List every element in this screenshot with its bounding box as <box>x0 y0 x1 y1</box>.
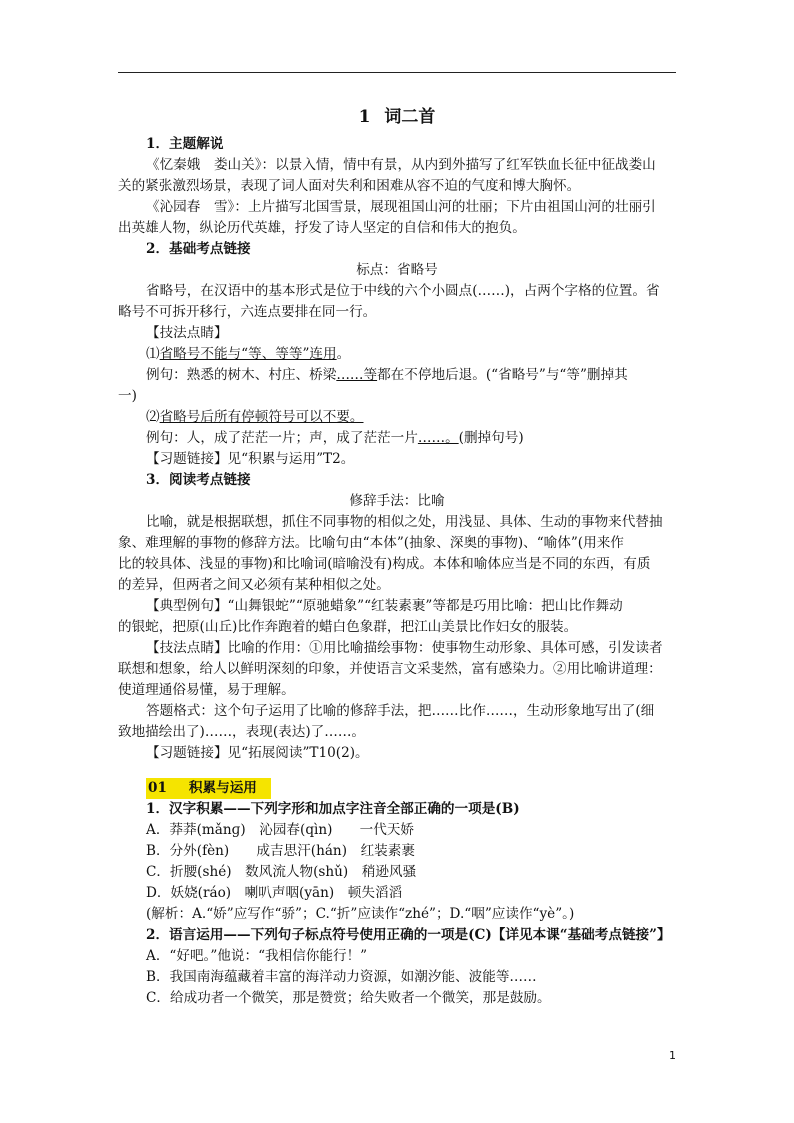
example-text: (删掉句号) <box>458 430 524 446</box>
rule-text: 省略号后所有停顿符号可以不要。 <box>159 409 364 425</box>
text-line: 省略号，在汉语中的基本形式是位于中线的六个小圆点(……)，占两个字格的位置。省 <box>146 283 660 299</box>
text-line: 【典型例句】“山舞银蛇”“原驰蜡象”“红装素裹”等都是巧用比喻：把山比作舞动 <box>146 598 623 614</box>
section-heading-theme: 1．主题解说 <box>146 136 224 152</box>
rule-line <box>118 407 676 428</box>
text-line: 【技法点睛】比喻的作用：①用比喻描绘事物：使事物生动形象、具体可感，引发读者 <box>146 640 663 656</box>
section-heading-reading: 3．阅读考点链接 <box>146 472 251 488</box>
header-rule <box>118 72 676 73</box>
text-line: 使道理通俗易懂，易于理解。 <box>118 682 295 698</box>
text-line: 的差异，但两者之间又必须有某种相似之处。 <box>118 577 390 593</box>
section-heading-basics: 2．基础考点链接 <box>146 241 251 257</box>
text-line: 答题格式：这个句子运用了比喻的修辞手法，把……比作……，生动形象地写出了(细 <box>146 703 655 719</box>
exercise-link: 【习题链接】见“积累与运用”T2。 <box>146 451 355 467</box>
page-number: 1 <box>669 1049 676 1062</box>
rule-text: 省略号不能与“等、等等”连用 <box>159 346 337 362</box>
section-tag-box <box>146 778 271 799</box>
text-line: 比的较具体、浅显的事物)和比喻词(暗喻没有)构成。本体和喻体应当是不同的东西，有质 <box>118 556 651 572</box>
option-line: D．妖娆(ráo) 喇叭声咽(yān) 顿失滔滔 <box>146 885 403 901</box>
text-line: 一) <box>118 388 137 404</box>
option-line: B．分外(fèn) 成吉思汗(hán) 红装素裹 <box>146 843 415 859</box>
section-tag-title: 积累与运用 <box>188 780 257 796</box>
document-body <box>118 100 676 1009</box>
rule-prefix: ⑴ <box>146 346 160 362</box>
lesson-title <box>118 100 676 134</box>
subheading-rhetoric: 修辞手法：比喻 <box>349 493 445 509</box>
example-text: 例句：人，成了茫茫一片；声，成了茫茫一片 <box>146 430 418 446</box>
option-line: C．折腰(shé) 数风流人物(shǔ) 稍逊风骚 <box>146 864 417 880</box>
section-tag <box>118 778 676 799</box>
text-line: 关的紧张激烈场景，表现了词人面对失利和困难从容不迫的气度和博大胸怀。 <box>118 178 581 194</box>
text-line: 比喻，就是根据联想，抓住不同事物的相似之处，用浅显、具体、生动的事物来代替抽 <box>146 514 663 530</box>
rule-prefix: ⑵ <box>146 409 160 425</box>
subheading-punctuation: 标点：省略号 <box>356 262 438 278</box>
lesson-title-text: 词二首 <box>384 107 436 127</box>
section-tag-number: 01 <box>148 780 167 796</box>
text-line: 出英雄人物，纵论历代英雄，抒发了诗人坚定的自信和伟大的抱负。 <box>118 220 526 236</box>
rule-line <box>118 344 676 365</box>
example-line <box>118 428 676 449</box>
text-line: 致地描绘出了)……，表现(表达)了……。 <box>118 724 366 740</box>
tip-label: 【技法点睛】 <box>146 325 228 341</box>
text-line: 的银蛇，把原(山丘)比作奔跑着的蜡白色象群，把江山美景比作妇女的服装。 <box>118 619 578 635</box>
example-underlined: ……等 <box>336 367 378 383</box>
lesson-number: 1 <box>358 107 371 127</box>
question-1: 1．汉字积累——下列字形和加点字注音全部正确的一项是(B) <box>146 801 520 817</box>
text-line: 《忆秦娥 娄山关》：以景入情，情中有景，从内到外描写了红军铁血长征中征战娄山 <box>146 157 656 173</box>
option-line: A．“好吧。”他说：“我相信你能行！” <box>146 948 368 964</box>
text-line: 象、难理解的事物的修辞方法。比喻句由“本体”(抽象、深奥的事物)、“喻体”(用来作 <box>118 535 624 551</box>
text-line: 《沁园春 雪》：上片描写北国雪景，展现祖国山河的壮丽；下片由祖国山河的壮丽引 <box>146 199 656 215</box>
text-line: 略号不可拆开移行，六连点要排在同一行。 <box>118 304 377 320</box>
explanation-line: (解析：A.“娇”应写作“骄”；C.“折”应读作“zhé”；D.“咽”应读作“yè”。) <box>146 906 575 922</box>
option-line: A．莽莽(mǎnɡ) 沁园春(qìn) 一代天娇 <box>146 822 415 838</box>
example-line <box>118 365 676 386</box>
example-text: 例句：熟悉的树木、村庄、桥梁 <box>146 367 337 383</box>
option-line: B．我国南海蕴藏着丰富的海洋动力资源，如潮汐能、波能等…… <box>146 969 537 985</box>
example-underlined: ……。 <box>417 430 459 446</box>
exercise-link: 【习题链接】见“拓展阅读”T10(2)。 <box>146 745 369 761</box>
option-line: C．给成功者一个微笑，那是赞赏；给失败者一个微笑，那是鼓励。 <box>146 990 551 1006</box>
example-text: 都在不停地后退。(“省略号”与“等”删掉其 <box>377 367 628 383</box>
question-2: 2．语言运用——下列句子标点符号使用正确的一项是(C)【详见本课“基础考点链接”】 <box>146 927 671 943</box>
rule-end: 。 <box>336 346 351 362</box>
text-line: 联想和想象，给人以鲜明深刻的印象，并使语言文采斐然，富有感染力。②用比喻讲道理： <box>118 661 662 677</box>
